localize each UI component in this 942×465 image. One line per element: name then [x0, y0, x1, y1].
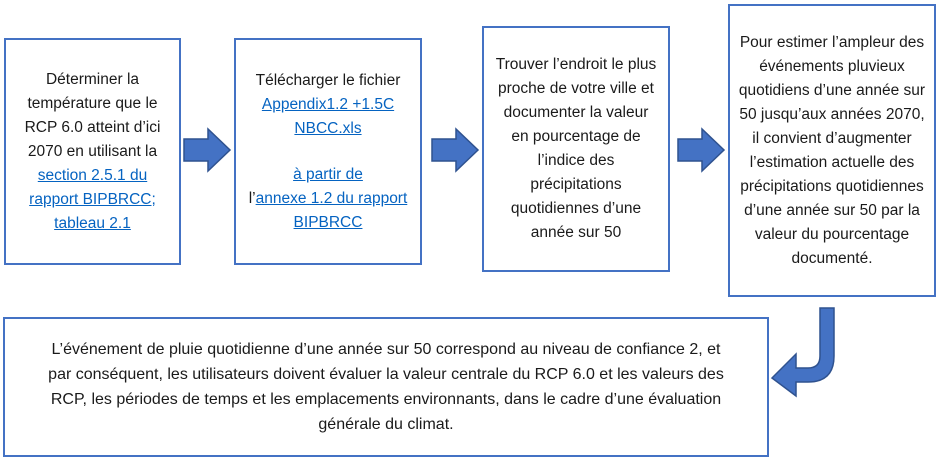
step-3-text: Trouver l’endroit le plus proche de votre ville et documenter la valeur en pourcentage de l’indice des précipitations quotidiennes d’une année sur 50 [495, 56, 657, 241]
step-2-box [234, 38, 422, 265]
curved-down-left-arrow-icon [770, 306, 836, 398]
step-3-box [482, 26, 670, 272]
step-1-box [4, 38, 181, 265]
step-5-box [3, 317, 769, 457]
right-arrow-icon [430, 127, 480, 173]
right-arrow-icon [182, 127, 232, 173]
from-link[interactable]: à partir de [293, 165, 363, 183]
annex-1-2-link[interactable]: annexe 1.2 du rapport BIPBRCC [255, 189, 408, 231]
step-2-text-l: l’ [248, 189, 256, 207]
section-2-5-1-link[interactable]: section 2.5.1 du rapport BIPBRCC; tableau 2.1 [29, 166, 156, 232]
step-4-box [728, 4, 936, 297]
right-arrow-icon [676, 127, 726, 173]
step-5-text: L’événement de pluie quotidienne d’une année sur 50 correspond au niveau de confiance 2, et par conséquent, les utilisateurs doivent évaluer la valeur centrale du RCP 6.0 et les valeurs des RCP, les périodes de temps et les emplacements environnants, dans le cadre d’une évaluation générale du climat. [48, 341, 724, 433]
appendix-file-link[interactable]: Appendix1.2 +1.5C NBCC.xls [261, 95, 395, 137]
step-1-text-before: Déterminer la température que le RCP 6.0 atteint d’ici 2070 en utilisant la [24, 70, 161, 160]
step-1-text [14, 68, 171, 236]
step-2-line1: Télécharger le fichier [255, 71, 401, 89]
step-4-text: Pour estimer l’ampleur des événements pluvieux quotidiens d’une année sur 50 jusqu’aux années 2070, il convient d’augmenter l’estimation actuelle des précipitations quotidiennes d’une année sur 50 par la valeur du pourcentage documenté. [738, 33, 926, 267]
